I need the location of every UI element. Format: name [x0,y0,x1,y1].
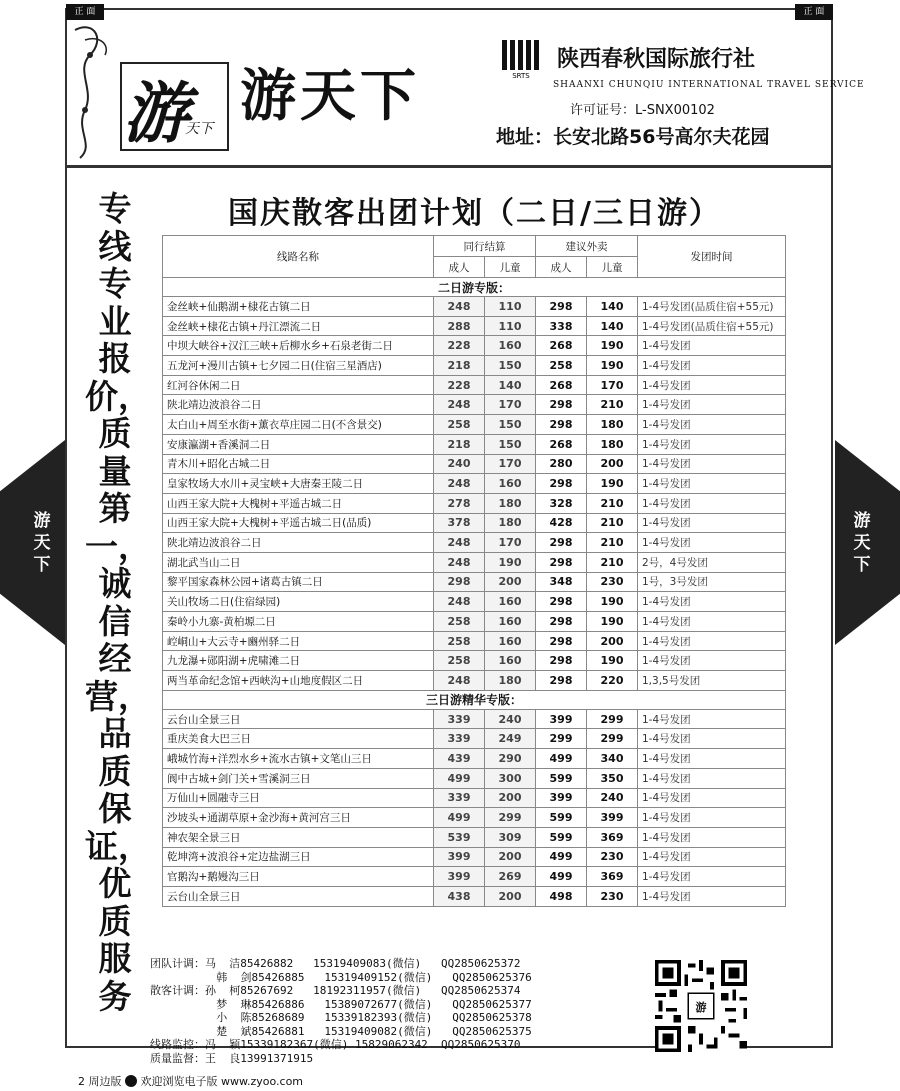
route-name: 太白山+周至水街+薰衣草庄园二日(不含景交) [163,415,434,435]
retail-child-price: 210 [587,552,638,572]
table-row [163,886,786,906]
retail-adult-price: 599 [536,808,587,828]
departure-time: 1-4号发团 [638,395,786,415]
departure-time: 1-4号发团 [638,493,786,513]
retail-adult-price: 258 [536,356,587,376]
retail-child-price: 399 [587,808,638,828]
retail-adult-price: 298 [536,631,587,651]
retail-adult-price: 280 [536,454,587,474]
departure-time: 1-4号发团 [638,886,786,906]
website-text: 欢迎浏览电子版 www.zyoo.com [140,1075,304,1088]
peer-child-price: 309 [485,827,536,847]
retail-adult-price: 298 [536,297,587,317]
route-name: 安康瀛湖+香溪洞二日 [163,434,434,454]
departure-time: 1-4号发团 [638,336,786,356]
route-name: 金丝峡+仙鹅湖+棣花古镇二日 [163,297,434,317]
departure-time: 1,3,5号发团 [638,671,786,691]
peer-child-price: 160 [485,612,536,632]
retail-adult-price: 599 [536,827,587,847]
departure-time: 1-4号发团 [638,415,786,435]
route-name: 金丝峡+棣花古镇+丹江漂流二日 [163,316,434,336]
table-row [163,631,786,651]
route-name: 阆中古城+剑门关+雪溪洞三日 [163,768,434,788]
peer-child-price: 140 [485,375,536,395]
route-name: 九龙瀑+郧阳湖+虎啸滩二日 [163,651,434,671]
table-row [163,709,786,729]
peer-child-price: 160 [485,651,536,671]
peer-adult-price: 240 [434,454,485,474]
route-name: 湖北武当山二日 [163,552,434,572]
table-row [163,513,786,533]
departure-time: 1-4号发团 [638,651,786,671]
peer-adult-price: 248 [434,552,485,572]
retail-child-price: 190 [587,592,638,612]
contact-line: 韩 剑85426885 15319409152(微信) QQ2850625376 [150,970,532,984]
peer-adult-price: 339 [434,788,485,808]
peer-child-price: 150 [485,356,536,376]
qr-code-icon [655,960,747,1052]
peer-adult-price: 248 [434,671,485,691]
retail-adult-price: 399 [536,709,587,729]
peer-adult-price: 228 [434,375,485,395]
section-header [163,690,786,709]
col-departure: 发团时间 [638,236,786,278]
retail-adult-price: 268 [536,375,587,395]
license-number: 许可证号：L-SNX00102 [570,103,715,118]
logo-sub: 天下 [185,121,213,137]
retail-adult-price: 348 [536,572,587,592]
page-footer [78,1073,303,1089]
retail-child-price: 190 [587,336,638,356]
address: 地址：长安北路56号高尔夫花园 [496,126,770,148]
peer-child-price: 160 [485,336,536,356]
route-name: 皇家牧场大水川+灵宝峡+大唐秦王陵二日 [163,474,434,494]
table-row [163,592,786,612]
col-retail-child: 儿童 [587,257,638,278]
peer-adult-price: 228 [434,336,485,356]
contact-line: 质量监督：王 良13991371915 [150,1051,314,1065]
route-name: 黎平国家森林公园+诸葛古镇二日 [163,572,434,592]
table-row [163,768,786,788]
departure-time: 1号，3号发团 [638,572,786,592]
departure-time: 1-4号发团 [638,612,786,632]
retail-child-price: 190 [587,612,638,632]
retail-adult-price: 499 [536,749,587,769]
route-name: 陕北靖边波浪谷二日 [163,395,434,415]
peer-child-price: 249 [485,729,536,749]
retail-child-price: 210 [587,513,638,533]
retail-child-price: 200 [587,454,638,474]
departure-time: 1-4号发团 [638,592,786,612]
retail-adult-price: 268 [536,336,587,356]
peer-child-price: 160 [485,474,536,494]
page-number: 2 [78,1075,85,1088]
peer-adult-price: 499 [434,768,485,788]
table-row [163,651,786,671]
peer-adult-price: 248 [434,395,485,415]
peer-adult-price: 258 [434,631,485,651]
peer-child-price: 160 [485,631,536,651]
peer-child-price: 170 [485,533,536,553]
route-name: 沙坡头+通湖草原+金沙海+黄河宫三日 [163,808,434,828]
side-label-left: 游天下 [33,511,51,575]
peer-child-price: 300 [485,768,536,788]
peer-child-price: 170 [485,395,536,415]
table-row [163,493,786,513]
retail-child-price: 190 [587,356,638,376]
table-row [163,671,786,691]
retail-adult-price: 298 [536,533,587,553]
company-logo-icon [500,38,542,80]
peer-child-price: 150 [485,415,536,435]
departure-time: 1-4号发团 [638,454,786,474]
departure-time: 1-4号发团 [638,827,786,847]
retail-adult-price: 298 [536,474,587,494]
contact-line: 线路监控：冯 颖15339182367(微信) 15829062342 QQ2850625370 [150,1038,521,1051]
departure-time: 2号，4号发团 [638,552,786,572]
vine-ornament-icon [65,10,115,160]
departure-time: 1-4号发团 [638,434,786,454]
table-row [163,572,786,592]
route-name: 关山牧场二日(住宿绿园) [163,592,434,612]
retail-adult-price: 499 [536,847,587,867]
peer-adult-price: 248 [434,474,485,494]
peer-child-price: 110 [485,297,536,317]
retail-child-price: 299 [587,729,638,749]
table-row [163,612,786,632]
peer-child-price: 150 [485,434,536,454]
slogan: 游天下 [240,63,420,129]
route-name: 崆峒山+大云寺+豳州驿二日 [163,631,434,651]
table-row [163,788,786,808]
peer-child-price: 200 [485,572,536,592]
retail-child-price: 220 [587,671,638,691]
logo-mark: 游 [123,74,189,152]
vertical-slogan: 专线专业报价，质量第一，诚信经营，品质保证，优质服务 [85,189,151,1016]
route-name: 神农架全景三日 [163,827,434,847]
peer-child-price: 170 [485,454,536,474]
table-row [163,552,786,572]
peer-child-price: 200 [485,886,536,906]
departure-time: 1-4号发团 [638,709,786,729]
departure-time: 1-4号发团 [638,533,786,553]
peer-adult-price: 399 [434,867,485,887]
departure-time: 1-4号发团 [638,729,786,749]
departure-time: 1-4号发团 [638,788,786,808]
corner-label-left: 正 面 [66,4,104,20]
departure-time: 1-4号发团 [638,808,786,828]
route-name: 红河谷休闲二日 [163,375,434,395]
peer-adult-price: 288 [434,316,485,336]
table-row [163,749,786,769]
peer-adult-price: 438 [434,886,485,906]
table-row [163,729,786,749]
peer-adult-price: 339 [434,709,485,729]
peer-child-price: 240 [485,709,536,729]
route-name: 陕北靖边波浪谷二日 [163,533,434,553]
peer-child-price: 290 [485,749,536,769]
retail-child-price: 230 [587,572,638,592]
retail-child-price: 170 [587,375,638,395]
retail-adult-price: 328 [536,493,587,513]
table-row [163,454,786,474]
peer-child-price: 180 [485,493,536,513]
col-retail: 建议外卖 [536,236,638,257]
peer-adult-price: 258 [434,651,485,671]
contact-line: 梦 琳85426886 15389072677(微信) QQ2850625377 [150,997,532,1011]
peer-adult-price: 378 [434,513,485,533]
table-row [163,336,786,356]
section-header [163,278,786,297]
retail-adult-price: 499 [536,867,587,887]
edition-label: 周边版 [88,1075,122,1088]
retail-adult-price: 428 [536,513,587,533]
peer-adult-price: 339 [434,729,485,749]
retail-adult-price: 268 [536,434,587,454]
table-row [163,808,786,828]
route-name: 山西王家大院+大槐树+平遥古城二日(品质) [163,513,434,533]
retail-child-price: 230 [587,847,638,867]
peer-child-price: 200 [485,847,536,867]
peer-adult-price: 248 [434,592,485,612]
side-label-right: 游天下 [853,511,871,575]
departure-time: 1-4号发团 [638,867,786,887]
route-name: 万仙山+圆融寺三日 [163,788,434,808]
peer-adult-price: 248 [434,533,485,553]
table-row [163,415,786,435]
peer-adult-price: 218 [434,356,485,376]
retail-child-price: 190 [587,474,638,494]
contact-line: 楚 斌85426881 15319409082(微信) QQ2850625375 [150,1024,532,1038]
header-divider [65,165,833,168]
svg-text:游: 游 [695,1000,707,1014]
peer-adult-price: 218 [434,434,485,454]
peer-child-price: 299 [485,808,536,828]
route-name: 青木川+昭化古城二日 [163,454,434,474]
route-name: 云台山全景三日 [163,709,434,729]
departure-time: 1-4号发团 [638,375,786,395]
peer-adult-price: 499 [434,808,485,828]
peer-child-price: 190 [485,552,536,572]
route-name: 官鹅沟+鹅嫚沟三日 [163,867,434,887]
route-name: 秦岭小九寨-黄柏塬二日 [163,612,434,632]
retail-adult-price: 399 [536,788,587,808]
retail-adult-price: 298 [536,395,587,415]
retail-child-price: 210 [587,395,638,415]
table-row [163,847,786,867]
retail-child-price: 369 [587,867,638,887]
retail-child-price: 140 [587,297,638,317]
contact-line: 团队计调：马 洁85426882 15319409083(微信) QQ2850625372 [150,957,521,970]
retail-child-price: 180 [587,434,638,454]
col-peer-child: 儿童 [485,257,536,278]
retail-adult-price: 299 [536,729,587,749]
col-peer-adult: 成人 [434,257,485,278]
peer-child-price: 110 [485,316,536,336]
retail-child-price: 299 [587,709,638,729]
peer-adult-price: 248 [434,297,485,317]
departure-time: 1-4号发团 [638,513,786,533]
table-row [163,474,786,494]
route-name: 五龙河+漫川古镇+七夕园二日(住宿三星酒店) [163,356,434,376]
retail-adult-price: 338 [536,316,587,336]
retail-child-price: 200 [587,631,638,651]
retail-child-price: 340 [587,749,638,769]
retail-adult-price: 498 [536,886,587,906]
retail-adult-price: 298 [536,671,587,691]
retail-adult-price: 599 [536,768,587,788]
col-peer: 同行结算 [434,236,536,257]
globe-icon [125,1075,137,1087]
departure-time: 1-4号发团 [638,847,786,867]
contact-list [150,957,532,1065]
page-title: 国庆散客出团计划（二日/三日游） [228,196,721,231]
section-title: 二日游专版： [163,278,786,297]
corner-label-right: 正 面 [795,4,833,20]
table-row [163,533,786,553]
route-name: 峨城竹海+洋烈水乡+流水古镇+文笔山三日 [163,749,434,769]
retail-child-price: 210 [587,533,638,553]
svg-text:SRTS: SRTS [512,72,530,80]
departure-time: 1-4号发团 [638,749,786,769]
table-row [163,297,786,317]
route-name: 重庆美食大巴三日 [163,729,434,749]
table-row [163,867,786,887]
contact-line: 散客计调：孙 柯85267692 18192311957(微信) QQ2850625374 [150,984,521,997]
table-row [163,316,786,336]
company-name-en: SHAANXI CHUNQIU INTERNATIONAL TRAVEL SERVICE [553,80,865,90]
retail-child-price: 240 [587,788,638,808]
peer-adult-price: 258 [434,415,485,435]
peer-child-price: 180 [485,671,536,691]
company-name: 陕西春秋国际旅行社 [557,47,756,72]
contact-line: 小 陈85268689 15339182393(微信) QQ2850625378 [150,1011,532,1024]
retail-child-price: 180 [587,415,638,435]
retail-child-price: 230 [587,886,638,906]
retail-adult-price: 298 [536,612,587,632]
route-name: 两当革命纪念馆+西峡沟+山地度假区二日 [163,671,434,691]
section-title: 三日游精华专版： [163,690,786,709]
table-row [163,827,786,847]
departure-time: 1-4号发团 [638,474,786,494]
route-name: 云台山全景三日 [163,886,434,906]
peer-adult-price: 439 [434,749,485,769]
peer-child-price: 160 [485,592,536,612]
peer-child-price: 180 [485,513,536,533]
retail-adult-price: 298 [536,592,587,612]
peer-child-price: 200 [485,788,536,808]
col-route: 线路名称 [163,236,434,278]
retail-adult-price: 298 [536,552,587,572]
peer-adult-price: 399 [434,847,485,867]
retail-child-price: 190 [587,651,638,671]
table-row [163,434,786,454]
peer-adult-price: 258 [434,612,485,632]
route-name: 乾坤湾+波浪谷+定边盐湖三日 [163,847,434,867]
route-name: 山西王家大院+大槐树+平遥古城二日 [163,493,434,513]
retail-child-price: 350 [587,768,638,788]
departure-time: 1-4号发团 [638,631,786,651]
col-retail-adult: 成人 [536,257,587,278]
retail-adult-price: 298 [536,415,587,435]
retail-child-price: 140 [587,316,638,336]
route-name: 中坝大峡谷+汉江三峡+后柳水乡+石泉老街二日 [163,336,434,356]
retail-child-price: 210 [587,493,638,513]
departure-time: 1-4号发团(品质住宿+55元) [638,316,786,336]
table-row [163,395,786,415]
peer-adult-price: 278 [434,493,485,513]
table-row [163,356,786,376]
schedule-table [162,235,786,907]
peer-adult-price: 539 [434,827,485,847]
peer-child-price: 269 [485,867,536,887]
departure-time: 1-4号发团 [638,768,786,788]
retail-child-price: 369 [587,827,638,847]
departure-time: 1-4号发团 [638,356,786,376]
table-row [163,375,786,395]
retail-adult-price: 298 [536,651,587,671]
departure-time: 1-4号发团(品质住宿+55元) [638,297,786,317]
peer-adult-price: 298 [434,572,485,592]
